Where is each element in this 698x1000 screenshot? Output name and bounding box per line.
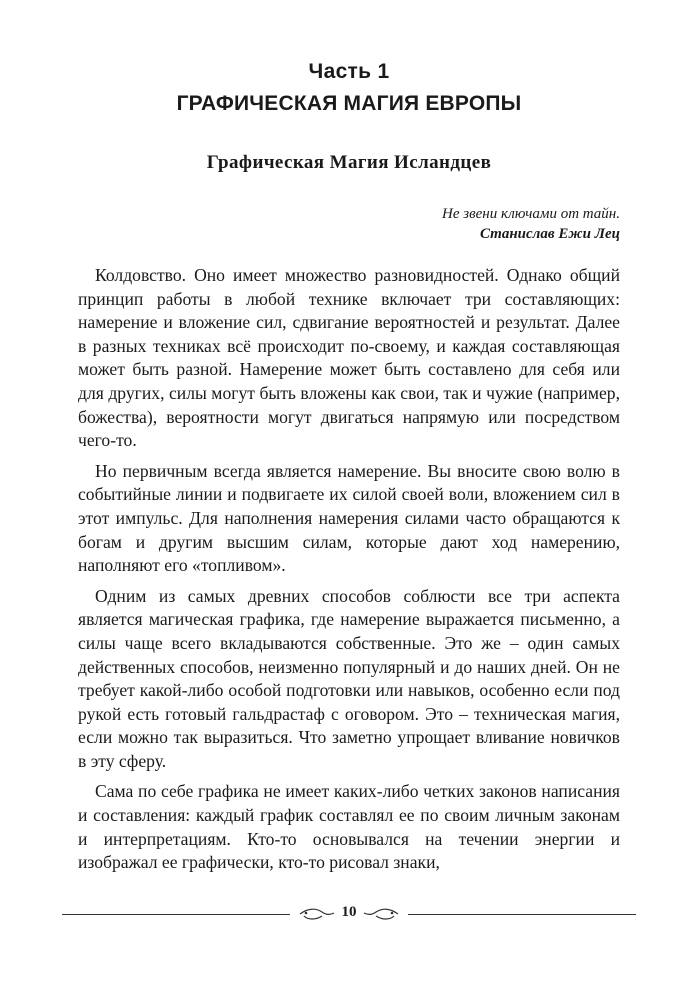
part-title: ГРАФИЧЕСКАЯ МАГИЯ ЕВРОПЫ <box>176 92 522 115</box>
paragraph: Одним из самых древних способов соблюсти все три аспекта является магическая графика, где намерение выражается письменно, а силы чаще всего вкладываются собственные. Это же – один самых действенных способов, неизменно популярный и до наших дней. Он не требует какой-либо особой подготовки или навыков, особенно если под рукой есть готовый гальдрастаф с оговором. Это – техническая магия, если можно так выразиться. Что заметно упрощает вливание новичков в эту сферу. <box>78 585 620 771</box>
paragraph: Сама по себе графика не имеет каких-либо четких законов написания и составления: каждый график составлял ее по своим личным законам и интерпретациям. Кто-то основывался на течении энергии и изображал ее графически, кто-то рисовал знаки, <box>78 781 620 873</box>
page-footer <box>62 906 636 922</box>
part-number: Часть 1 <box>308 60 390 83</box>
body-text <box>78 264 620 882</box>
page-number: 10 <box>341 904 357 920</box>
paragraph: Колдовство. Оно имеет множество разновидностей. Однако общий принцип работы в любой технике включает три составляющих: намерение и вложение сил, сдвигание вероятностей и результат. Далее в разных техниках всё происходит по-своему, и каждая составляющая может быть разной. Намерение может быть составлено для себя или для других, силы могут быть вложены как свои, так и чужие (например, божества), вероятности могут двигаться напрямую или посредством чего-то. <box>78 265 620 451</box>
epigraph-quote: Не звени ключами от тайн. <box>442 206 620 222</box>
epigraph-author: Станислав Ежи Лец <box>479 226 620 242</box>
paragraph: Но первичным всегда является намерение. Вы вносите свою волю в событийные линии и подвигаете их силой своей воли, вложением сил в этот импульс. Для наполнения намерения силами часто обращаются к богам и другим высшим силам, которые дают ход намерению, наполняют его «топливом». <box>78 460 620 576</box>
chapter-title: Графическая Магия Исландцев <box>206 152 492 173</box>
epigraph <box>442 204 620 244</box>
